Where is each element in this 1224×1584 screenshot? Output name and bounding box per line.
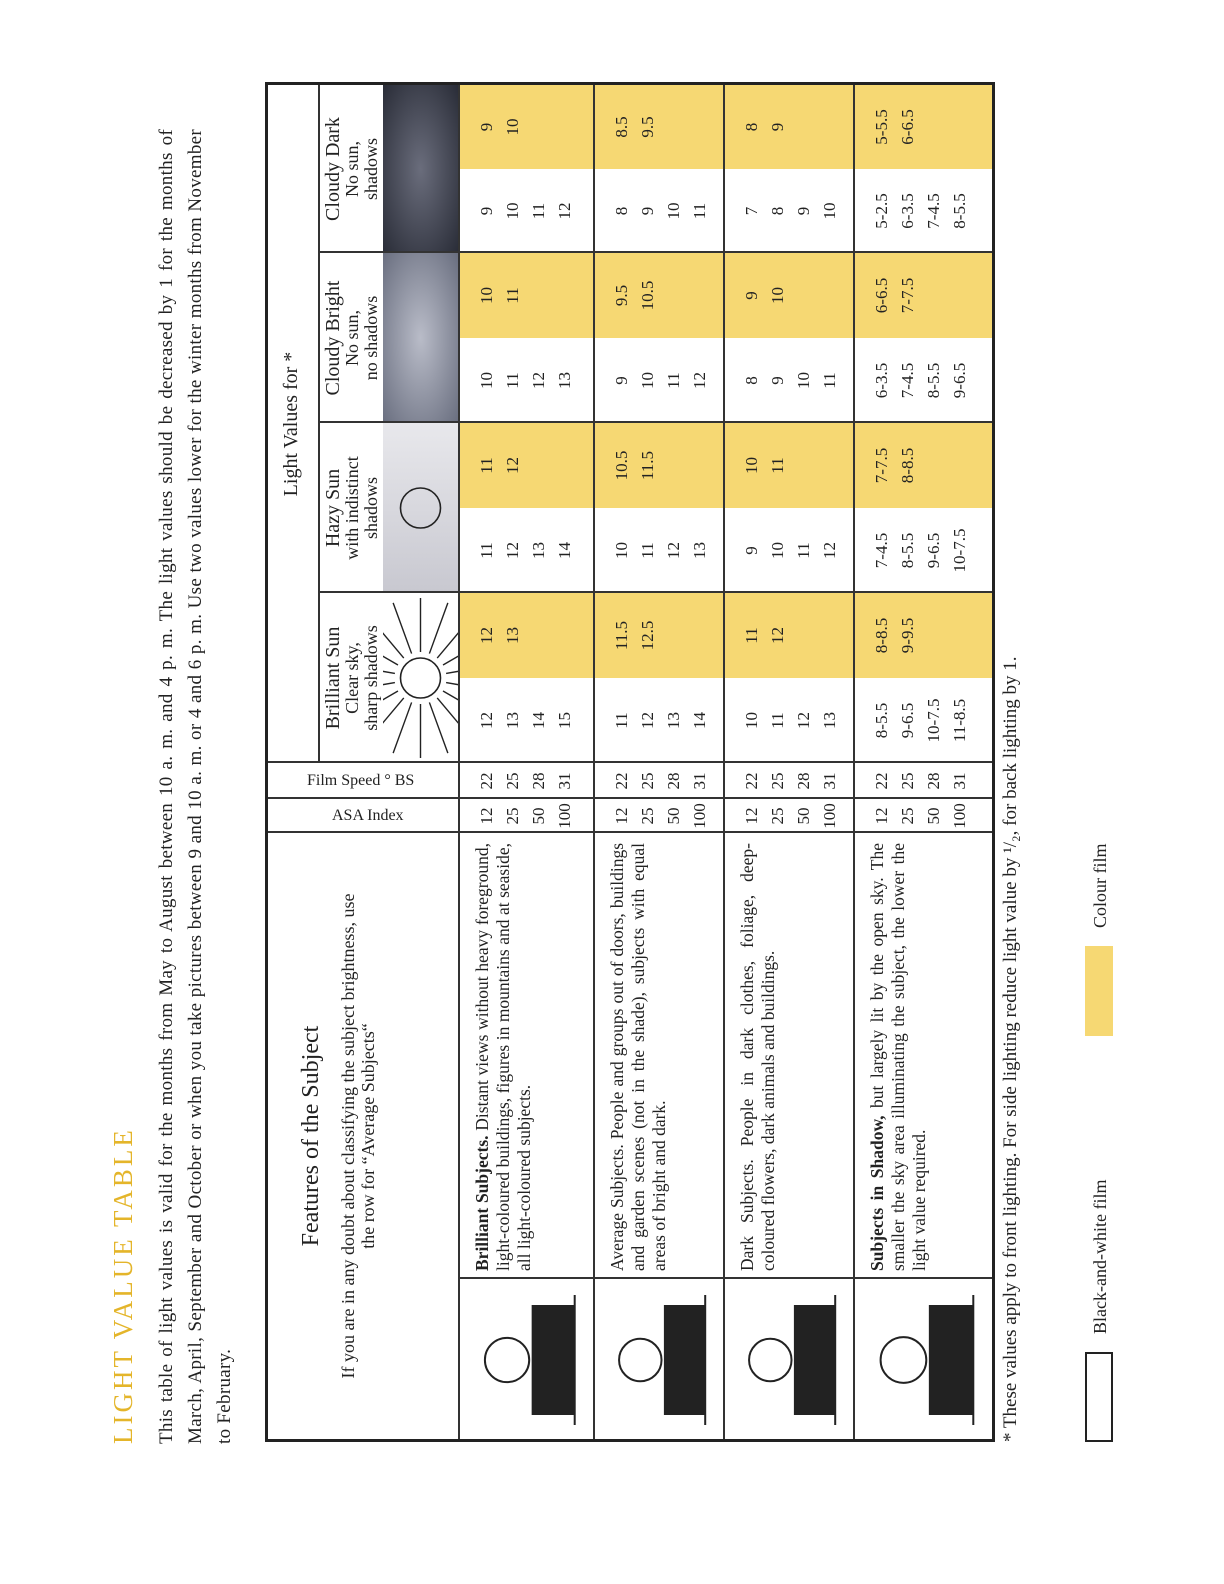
dark-clothes-person-icon [729, 1285, 847, 1435]
colour-light-value: 11.5 [612, 620, 631, 651]
grid-line [318, 85, 320, 763]
bw-film-swatch [1085, 1352, 1113, 1442]
bw-light-value: 5-2.5 [872, 193, 891, 229]
bw-values [869, 169, 973, 253]
bw-light-value: 7-4.5 [924, 193, 943, 229]
bw-light-value: 9 [638, 206, 657, 216]
subject-text: Distant views without heavy foreground, light-coloured buildings, figures in mountains and at seaside, all light-coloured subjects. [472, 843, 534, 1271]
bw-light-value: 9 [742, 546, 761, 555]
bw-light-value: 10 [638, 372, 657, 389]
colour-values [869, 423, 921, 508]
bw-light-value: 7 [742, 206, 761, 216]
bw-light-value: 10 [742, 712, 761, 729]
colour-light-value: 6-6.5 [872, 277, 891, 314]
colour-light-value: 9 [768, 122, 787, 132]
condition-detail: shadows [361, 477, 381, 539]
colour-values [474, 253, 526, 338]
colour-light-value: 9.5 [638, 116, 657, 138]
cloudy-bright-icon [383, 253, 458, 423]
asa-value: 100 [555, 803, 574, 829]
colour-light-value: 10 [477, 287, 496, 304]
asa-values [474, 799, 578, 833]
colour-light-value: 8.5 [612, 116, 631, 138]
bw-values [739, 338, 843, 423]
colour-values [739, 423, 791, 508]
bw-light-value: 11-8.5 [950, 698, 969, 743]
bw-light-value: 11 [664, 372, 683, 389]
subject-description [737, 843, 779, 1271]
bw-values [609, 508, 713, 593]
colour-light-value: 9.5 [612, 284, 631, 307]
bw-light-value: 10 [503, 202, 522, 220]
bw-light-value: 7-4.5 [872, 532, 891, 569]
colour-light-value: 11.5 [638, 450, 657, 481]
bw-light-value: 13 [664, 712, 683, 729]
bs-value: 31 [950, 772, 969, 790]
subject-text: Average Subjects. People and groups out of doors, buildings and garden scenes (not in the shade), subjects with equal areas of bright and dark. [607, 843, 669, 1271]
bw-light-value: 8-5.5 [898, 532, 917, 569]
bw-light-value: 11 [638, 542, 657, 559]
asa-value: 50 [924, 807, 943, 825]
colour-light-value: 8 [742, 122, 761, 132]
condition-detail: Clear sky, [342, 642, 362, 714]
bw-light-value: 12 [794, 712, 813, 729]
bw-light-value: 12 [555, 202, 574, 220]
bw-light-value: 12 [690, 372, 709, 389]
grid-line [318, 252, 992, 254]
bs-values [739, 763, 843, 799]
bw-values [869, 678, 973, 763]
bw-light-value: 14 [690, 712, 709, 729]
asa-value: 50 [664, 807, 683, 825]
bw-values [869, 508, 973, 593]
bw-light-value: 8-5.5 [924, 362, 943, 399]
bw-light-value: 10 [794, 372, 813, 389]
bw-values [474, 508, 578, 593]
condition-name: Brilliant Sun [322, 626, 344, 730]
asa-values [869, 799, 973, 833]
bw-values [609, 678, 713, 763]
condition-detail: shadows [361, 138, 381, 200]
bw-film-label: Black-and-white film [1090, 1179, 1110, 1334]
colour-light-value: 9 [742, 291, 761, 300]
colour-light-value: 10.5 [612, 450, 631, 481]
colour-values [609, 253, 661, 338]
condition-name: Cloudy Bright [322, 280, 344, 396]
sun-icon [383, 593, 458, 763]
colour-light-value: 11 [477, 457, 496, 474]
bw-light-value: 13 [555, 372, 574, 389]
colour-light-value: 5-5.5 [872, 109, 891, 145]
bw-light-value: 9-6.5 [924, 532, 943, 569]
bw-light-value: 12 [664, 542, 683, 559]
colour-light-value: 10 [742, 457, 761, 474]
grid-line [458, 85, 460, 1439]
colour-light-value: 13 [503, 627, 522, 644]
bw-values [869, 338, 973, 423]
bs-value: 22 [872, 772, 891, 790]
light-values-label: Light Values for * [280, 351, 302, 497]
subject-description [867, 843, 930, 1271]
asa-value: 50 [794, 807, 813, 825]
bs-value: 22 [612, 772, 631, 790]
colour-values [474, 85, 526, 169]
asa-value: 100 [950, 803, 969, 829]
grid-line [593, 85, 595, 1439]
grid-line [318, 592, 992, 594]
colour-light-value: 11 [768, 457, 787, 474]
bw-light-value: 11 [794, 542, 813, 559]
shadow-person-icon [859, 1285, 986, 1435]
bw-light-value: 10 [768, 542, 787, 559]
asa-values [609, 799, 713, 833]
intro-paragraph: This table of light values is valid for the months from May to August between 10 a. m. and 4 p. m. The light values should be decreased by 1 for the months of March, April, September and October or when you take pictures between 9 and 10 a. m. or 4 and 6 p. m. Use two values lower for the winter months from November to February. [156, 129, 235, 1444]
condition-name: Hazy Sun [322, 468, 344, 548]
grid-line [853, 85, 855, 1439]
bs-value: 22 [742, 772, 761, 790]
colour-film-swatch [1085, 946, 1113, 1036]
bs-value: 28 [664, 772, 683, 790]
bw-light-value: 13 [529, 542, 548, 559]
bs-values [869, 763, 973, 799]
asa-value: 12 [872, 807, 891, 825]
subject-category: Brilliant Subjects. [472, 1130, 492, 1271]
grid-line [458, 1278, 992, 1280]
asa-value: 50 [529, 807, 548, 825]
bw-light-value: 12 [529, 372, 548, 389]
bw-light-value: 9 [477, 206, 496, 216]
colour-light-value: 10 [768, 287, 787, 304]
people-outdoors-icon [599, 1285, 717, 1435]
bw-light-value: 8 [768, 206, 787, 216]
colour-light-value: 11 [742, 627, 761, 644]
asa-value: 25 [503, 807, 522, 825]
bs-values [609, 763, 713, 799]
colour-light-value: 12 [503, 457, 522, 474]
bw-light-value: 11 [768, 712, 787, 729]
bw-light-value: 12 [477, 712, 496, 729]
bs-value: 31 [555, 772, 574, 790]
condition-header-2 [324, 423, 381, 593]
bw-light-value: 11 [477, 542, 496, 559]
features-subtitle: If you are in any doubt about classifying the subject brightness, use the row for “Average Subjects“ [338, 893, 378, 1379]
condition-detail: No sun, [342, 310, 362, 367]
colour-values [609, 593, 661, 678]
bw-light-value: 7-4.5 [898, 362, 917, 399]
bw-light-value: 13 [690, 542, 709, 559]
light-value-table [265, 82, 995, 1442]
bs-value: 25 [898, 772, 917, 790]
bw-light-value: 9-6.5 [898, 702, 917, 739]
bw-light-value: 6-3.5 [872, 362, 891, 399]
bs-values [474, 763, 578, 799]
condition-header-3 [324, 253, 381, 423]
bw-values [739, 508, 843, 593]
bw-values [739, 678, 843, 763]
bw-light-value: 10-7.5 [950, 528, 969, 573]
bw-light-value: 8-5.5 [950, 193, 969, 229]
colour-light-value: 10.5 [638, 280, 657, 311]
bs-value: 22 [477, 772, 496, 790]
bw-light-value: 8 [742, 376, 761, 385]
colour-light-value: 9-9.5 [898, 617, 917, 654]
asa-value: 100 [690, 803, 709, 829]
bw-light-value: 8 [612, 206, 631, 216]
bs-value: 28 [794, 772, 813, 790]
colour-values [869, 593, 921, 678]
colour-light-value: 12 [768, 627, 787, 644]
bw-light-value: 11 [690, 202, 709, 220]
colour-light-value: 12.5 [638, 620, 657, 651]
bw-light-value: 10 [477, 372, 496, 389]
colour-values [869, 85, 921, 169]
film-speed-label: Film Speed ° BS [307, 772, 415, 789]
landscape-icon [464, 1285, 587, 1435]
colour-light-value: 7-7.5 [898, 277, 917, 314]
bw-values [474, 678, 578, 763]
bw-light-value: 10 [820, 202, 839, 220]
bs-value: 31 [690, 772, 709, 790]
bw-light-value: 11 [529, 202, 548, 220]
hazy-sun-icon [383, 423, 458, 593]
condition-name: Cloudy Dark [322, 117, 344, 221]
bs-value: 31 [820, 772, 839, 790]
asa-value: 100 [820, 803, 839, 829]
colour-values [474, 593, 526, 678]
bw-light-value: 14 [555, 542, 574, 559]
colour-values [609, 85, 661, 169]
asa-value: 25 [898, 807, 917, 825]
colour-light-value: 7-7.5 [872, 447, 891, 484]
condition-header-4 [324, 85, 381, 253]
bs-value: 25 [503, 772, 522, 790]
bw-light-value: 9 [612, 376, 631, 385]
bs-value: 25 [638, 772, 657, 790]
bw-light-value: 6-3.5 [898, 193, 917, 229]
grid-line [268, 832, 992, 834]
subject-category: Subjects in Shadow, [867, 1107, 887, 1271]
bw-light-value: 9 [768, 376, 787, 385]
condition-detail: No sun, [342, 141, 362, 198]
cloudy-dark-icon [383, 85, 458, 253]
bw-values [474, 338, 578, 423]
bs-value: 25 [768, 772, 787, 790]
colour-values [474, 423, 526, 508]
condition-detail: sharp shadows [361, 625, 381, 731]
colour-values [869, 253, 921, 338]
bw-light-value: 10-7.5 [924, 698, 943, 743]
colour-light-value: 6-6.5 [898, 109, 917, 145]
grid-line [268, 798, 992, 800]
asa-value: 25 [768, 807, 787, 825]
bw-values [609, 338, 713, 423]
bw-light-value: 11 [820, 372, 839, 389]
colour-values [609, 423, 661, 508]
asa-value: 12 [612, 807, 631, 825]
colour-light-value: 11 [503, 287, 522, 304]
colour-light-value: 8-8.5 [898, 447, 917, 484]
condition-detail: no shadows [361, 295, 381, 381]
condition-detail: with indistinct [342, 456, 362, 560]
subject-text: Dark Subjects. People in dark clothes, foliage, deep-coloured flowers, dark animals and buildings. [737, 843, 778, 1271]
bs-value: 28 [529, 772, 548, 790]
colour-values [739, 85, 791, 169]
colour-light-value: 12 [477, 627, 496, 644]
bw-values [739, 169, 843, 253]
colour-film-label: Colour film [1090, 843, 1110, 928]
subject-description [607, 843, 670, 1271]
footnote: * These values apply to front lighting. For side lighting reduce light value by ¹/₂, for back lighting by 1. [1000, 656, 1021, 1442]
subject-description [472, 843, 535, 1271]
asa-index-label: ASA Index [332, 807, 404, 824]
grid-line [318, 422, 992, 424]
bw-light-value: 11 [503, 372, 522, 389]
bs-value: 28 [924, 772, 943, 790]
bw-light-value: 13 [503, 712, 522, 729]
bw-light-value: 10 [664, 202, 683, 220]
bw-values [474, 169, 578, 253]
colour-values [739, 593, 791, 678]
colour-light-value: 8-8.5 [872, 617, 891, 654]
grid-line [723, 85, 725, 1439]
grid-line [268, 762, 992, 764]
features-title: Features of the Subject [298, 1025, 324, 1247]
bw-light-value: 14 [529, 712, 548, 729]
asa-value: 12 [742, 807, 761, 825]
bw-light-value: 8-5.5 [872, 702, 891, 739]
bw-light-value: 9 [794, 206, 813, 216]
bw-light-value: 12 [638, 712, 657, 729]
condition-header-1 [324, 593, 381, 763]
bw-light-value: 12 [503, 542, 522, 559]
asa-values [739, 799, 843, 833]
subject-text: but largely lit by the open sky. The smaller the sky area illuminating the subject, the lower the light value required. [867, 843, 929, 1271]
colour-values [739, 253, 791, 338]
bw-light-value: 15 [555, 712, 574, 729]
bw-values [609, 169, 713, 253]
bw-light-value: 11 [612, 712, 631, 729]
bw-light-value: 10 [612, 542, 631, 559]
bw-light-value: 12 [820, 542, 839, 559]
colour-light-value: 10 [503, 118, 522, 136]
page-title: LIGHT VALUE TABLE [108, 1127, 138, 1444]
colour-light-value: 9 [477, 122, 496, 132]
asa-value: 12 [477, 807, 496, 825]
bw-light-value: 9-6.5 [950, 362, 969, 399]
asa-value: 25 [638, 807, 657, 825]
bw-light-value: 13 [820, 712, 839, 729]
